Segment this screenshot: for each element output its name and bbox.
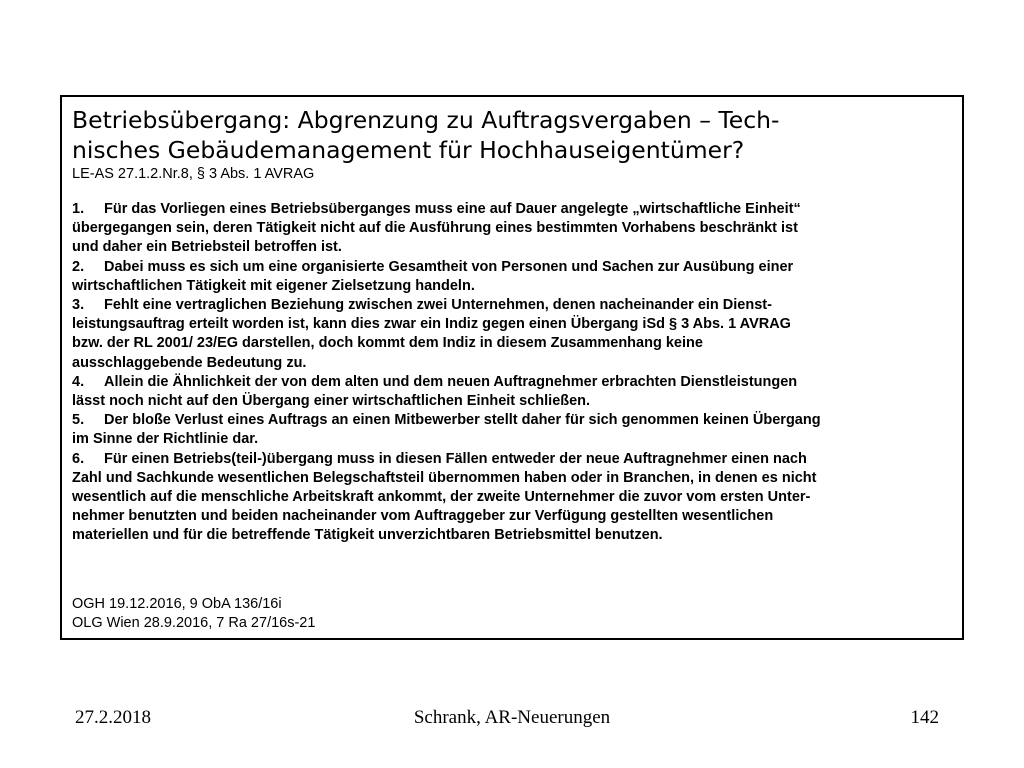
point-line: übergegangen sein, deren Tätigkeit nicht auf die Ausführung eines bestimmten Vorhabens beschränkt ist: [72, 220, 798, 237]
point-line: materiellen und für die betreffende Tätigkeit unverzichtbaren Betriebsmittel benutzen.: [72, 527, 663, 544]
point-5: [72, 411, 952, 449]
point-line: Zahl und Sachkunde wesentlichen Belegschaftsteil übernommen haben oder in Branchen, in denen es nicht: [72, 469, 817, 486]
legal-reference: LE-AS 27.1.2.Nr.8, § 3 Abs. 1 AVRAG: [72, 166, 315, 182]
point-line: Für einen Betriebs(teil-)übergang muss in diesen Fällen entweder der neue Auftragnehmer einen nach: [104, 450, 807, 467]
point-line: bzw. der RL 2001/ 23/EG darstellen, doch kommt dem Indiz in diesem Zusammenhang keine: [72, 335, 703, 352]
point-line: wirtschaftlichen Tätigkeit mit eigener Zielsetzung handeln.: [72, 277, 475, 294]
point-line: wesentlich auf die menschliche Arbeitskraft ankommt, der zweite Unternehmer die zuvor vom ersten Unter-: [72, 489, 811, 506]
slide-title: [72, 105, 952, 165]
point-number: 6.: [72, 450, 85, 467]
point-line: Für das Vorliegen eines Betriebsüberganges muss eine auf Dauer angelegte „wirtschaftliche Einheit“: [104, 201, 801, 217]
point-number: 1.: [72, 201, 85, 217]
title-line-1: Betriebsübergang: Abgrenzung zu Auftragsvergaben – Tech-: [72, 106, 780, 134]
point-6: [72, 450, 952, 546]
point-line: lässt noch nicht auf den Übergang einer wirtschaftlichen Einheit schließen.: [72, 393, 591, 410]
point-number: 3.: [72, 297, 85, 314]
source-ogh: OGH 19.12.2016, 9 ObA 136/16i: [72, 596, 282, 612]
point-line: Fehlt eine vertraglichen Beziehung zwischen zwei Unternehmen, denen nacheinander ein Dienst-: [104, 297, 772, 314]
point-1: [72, 200, 952, 258]
point-number: 2.: [72, 258, 85, 275]
points-list: [72, 200, 952, 546]
point-4: [72, 373, 952, 411]
title-line-2: nisches Gebäudemanagement für Hochhauseigentümer?: [72, 136, 745, 164]
point-number: 5.: [72, 412, 85, 429]
point-2: [72, 258, 952, 296]
point-line: ausschlaggebende Bedeutung zu.: [72, 354, 307, 371]
content-box: [60, 95, 964, 640]
page-number: 142: [910, 707, 939, 728]
sources: [72, 595, 315, 633]
point-line: Allein die Ähnlichkeit der von dem alten und dem neuen Auftragnehmer erbrachten Dienstleistungen: [104, 373, 798, 390]
point-line: Dabei muss es sich um eine organisierte Gesamtheit von Personen und Sachen zur Ausübung einer: [104, 258, 794, 275]
point-3: [72, 296, 952, 373]
point-line: und daher ein Betriebsteil betroffen ist.: [72, 239, 342, 256]
point-line: Der bloße Verlust eines Auftrags an einen Mitbewerber stellt daher für sich genommen keinen Übergang: [104, 412, 821, 429]
point-line: leistungsauftrag erteilt worden ist, kann dies zwar ein Indiz gegen einen Übergang iSd § 3 Abs. 1 AVRAG: [72, 316, 791, 333]
point-line: im Sinne der Richtlinie dar.: [72, 431, 259, 448]
footer-date: 27.2.2018: [75, 707, 151, 728]
spacer: [72, 184, 952, 200]
point-line: nehmer benutzten und beiden nacheinander vom Auftraggeber zur Verfügung gestellten wesentlichen: [72, 508, 774, 525]
source-olg: OLG Wien 28.9.2016, 7 Ra 27/16s-21: [72, 615, 316, 631]
footer-author: Schrank, AR-Neuerungen: [413, 707, 611, 728]
point-number: 4.: [72, 373, 85, 390]
